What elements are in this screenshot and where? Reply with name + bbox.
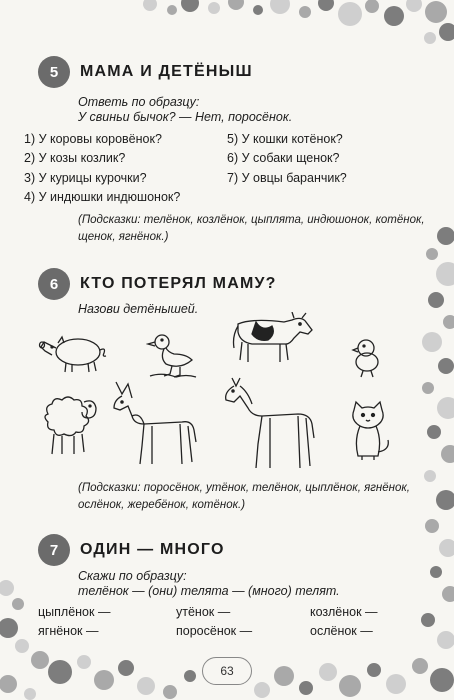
chick-picture: [346, 336, 386, 378]
donkey-foal-picture: [110, 376, 202, 470]
section-7-words-col2: [176, 603, 252, 642]
section-7-header: [38, 534, 225, 566]
question-item: 4) У индюшки индюшонок?: [24, 189, 181, 204]
section-6-number: 6: [38, 268, 70, 300]
question-item: 7) У овцы баранчик?: [227, 170, 347, 185]
section-6-title: КТО ПОТЕРЯЛ МАМУ?: [80, 275, 277, 292]
kitten-picture: [346, 400, 392, 464]
section-5-header: [38, 56, 253, 88]
section-5-instruction: Ответь по образцу:: [78, 95, 200, 109]
section-5-title: МАМА И ДЕТЁНЫШ: [80, 63, 253, 80]
piglet-picture: [36, 330, 108, 374]
page-number: 63: [202, 657, 252, 685]
word-item: цыплёнок —: [38, 605, 111, 619]
question-item: 3) У курицы курочки?: [24, 170, 147, 185]
section-7-words-col3: [310, 603, 378, 642]
word-item: поросёнок —: [176, 624, 253, 639]
lamb-picture: [34, 394, 100, 458]
section-5-questions-left: [24, 130, 180, 207]
word-item: ослёнок —: [310, 624, 373, 639]
section-6-header: [38, 268, 277, 300]
question-item: 1) У коровы коровёнок?: [24, 132, 162, 146]
section-5-questions-right: [227, 130, 347, 188]
duckling-picture: [146, 330, 198, 382]
section-5-hint-line1: (Подсказки: телёнок, козлёнок, цыплята, индюшонок, котёнок,: [78, 214, 425, 226]
calf-picture: [232, 312, 318, 366]
word-item: ягнёнок —: [38, 624, 99, 639]
section-7-instruction: Скажи по образцу:: [78, 569, 187, 583]
word-item: утёнок —: [176, 605, 231, 619]
question-item: 6) У собаки щенок?: [227, 151, 340, 166]
section-6-instruction: Назови детёнышей.: [78, 302, 199, 316]
foal-picture: [222, 372, 322, 472]
section-5-example: У свиньи бычок? — Нет, поросёнок.: [78, 110, 293, 124]
section-7-title: ОДИН — МНОГО: [80, 541, 225, 558]
question-item: 2) У козы козлик?: [24, 151, 126, 166]
section-7-example: телёнок — (они) телята — (много) телят.: [78, 584, 340, 598]
section-5-number: 5: [38, 56, 70, 88]
section-7-words-col1: [38, 603, 110, 642]
word-item: козлёнок —: [310, 605, 378, 619]
section-7-number: 7: [38, 534, 70, 566]
section-6-hint-line2: ослёнок, жеребёнок, котёнок.): [78, 499, 246, 511]
section-5-hint-line2: щенок, ягнёнок.): [78, 231, 169, 243]
section-6-hint-line1: (Подсказки: поросёнок, утёнок, телёнок, цыплёнок, ягнёнок,: [78, 482, 410, 494]
question-item: 5) У кошки котёнок?: [227, 132, 343, 146]
